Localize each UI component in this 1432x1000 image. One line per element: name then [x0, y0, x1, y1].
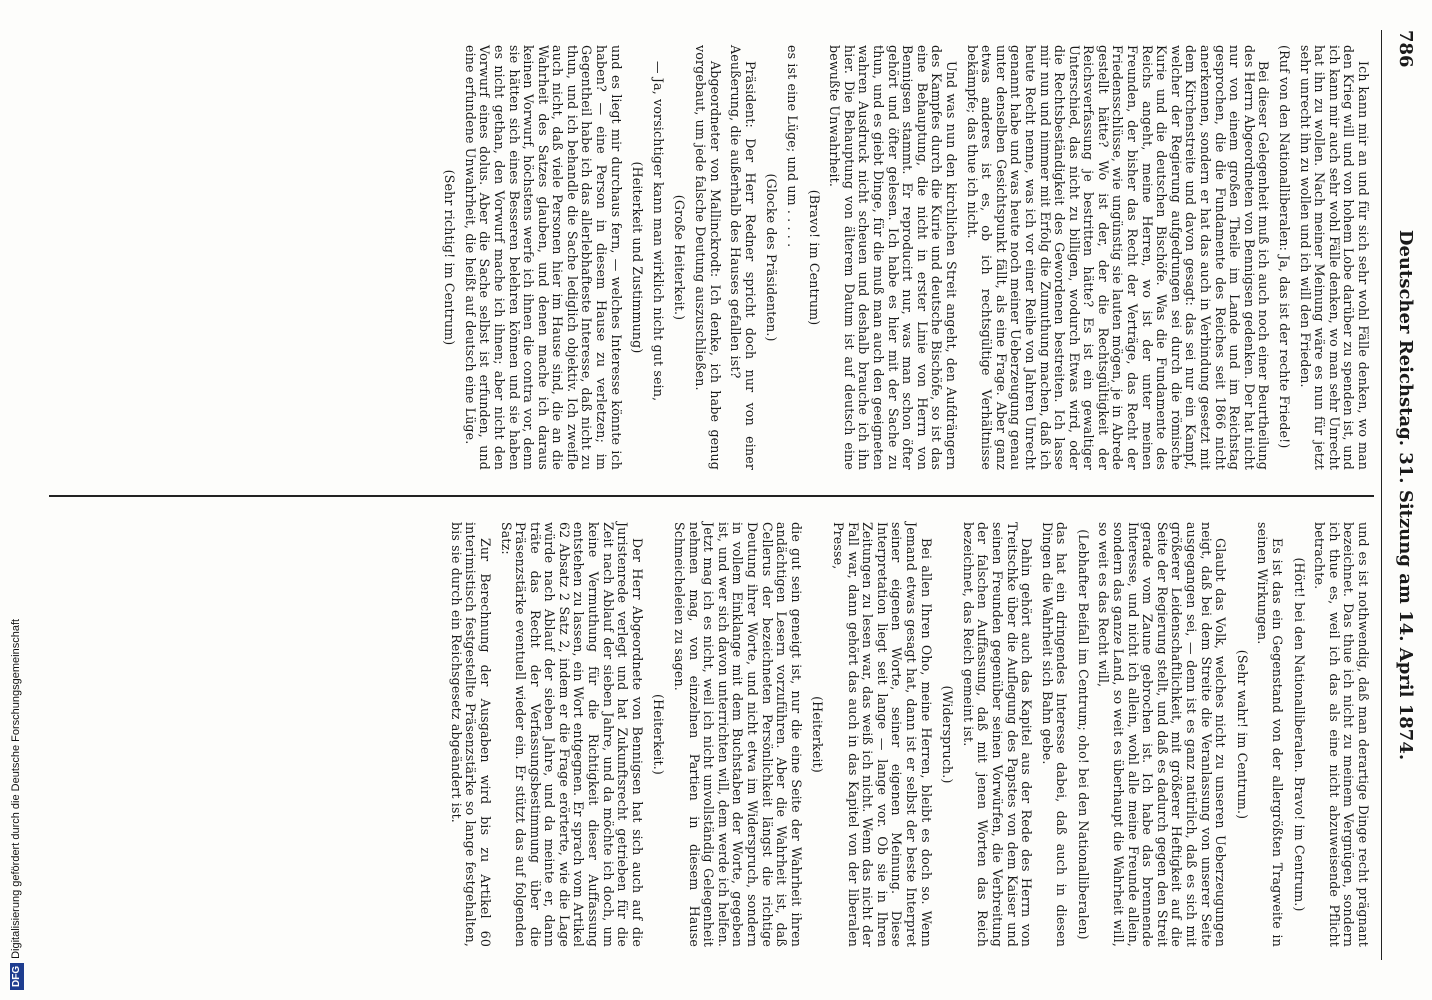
quoted-law-text: Zur Berechnung der Ausgaben wird bis zu Artikel 60 interimistisch festgestellte Präsenzstärke so lange festgehalten, bis sie durch ein Reichsgesetz abgeändert ist.: [448, 522, 493, 947]
paragraph: Es ist das ein Gegenstand von der allergrößten Tragweite in seinen Wirkungen.: [1255, 522, 1286, 947]
paragraph: Und was nun den kirchlichen Streit angeht, den Aufdrängern des Kampfes durch die Kurie und deutsche Bischöfe, so ist das eine Behauptung, die nicht in erster Linie von Herrn von Bennigsen stammt. Er reproducirt nur, was man schon öfter gehört und öfter gelesen. Ich habe es hier mit der Sache zu thun, und es giebt Dinge, für die muß man auch den geeigneten wahren Ausdruck nicht scheuen und deshalb brauche ich ihn hier. Die Behauptung von älterem Datum ist auf deutsch eine bewußte Unwahrheit.: [827, 45, 959, 470]
paragraph: Glaubt das Volk, welches nicht zu unseren Ueberzeugungen neigt, daß bei dem Streite die Veranlassung von unserer Seite ausgegangen sei, — denn ist es ganz natürlich, daß es sich mit größerer Leidenschaftlichkeit, mit größerer Heftigkeit auf die Seite der Regierung stellt, und daß es dadurch gegen den Streit gerade vom Zaune gebrochen ist. Ich habe das brennende Interesse, und nicht ich allein, wohl alle meine Freunde allein, sondern das ganze Land, so weit es überhaupt die Wahrheit will, so weit es das Recht will,: [1096, 522, 1229, 947]
paragraph: Ich kann mir an und für sich sehr wohl Fälle denken, wo man den Krieg will und von hohem Lobe darüber zu spenden ist, und ich kann mir auch sehr wohl Fälle denken, wo man sehr Unrecht hat ihn zu wollen. Nach meiner Meinung wäre es nun für jetzt sehr unrecht ihn zu wollen und ich will den Frieden.: [1297, 45, 1371, 470]
paragraph: Der Herr Abgeordnete von Bennigsen hat sich auch auf die Juristenrede verlegt und hat Zukunftsrecht getrieben für die Zeit nach Ablauf der sieben Jahre, und da möchte ich doch, um keine Vermuthung für die Richtigkeit dieser Auffassung entstehen zu lassen, ein Wort entgegnen. Er sprach vom Artikel 62 Absatz 2 Satz 2, indem er die Frage erörterte, wie die Lage würde nach Ablauf der sieben Jahre, und da meinte er, dann träte das Recht der Verfassungsbestimmung über die Präsenzstärke eventuell wieder ein. Er stützt das auf folgenden Satz:: [498, 522, 645, 947]
header-rule: [1381, 30, 1382, 960]
column-divider: [49, 495, 1374, 497]
interjection: (Heiterkeit): [810, 696, 826, 773]
paragraph: Bei allen Ihren Oho, meine Herren, bleibt es doch so. Wenn Jemand etwas gesagt hat, dann ist er selbst der beste Interpret seiner eigenen Worte, seiner eigenen Meinung. Diese Interpretation liegt seit lange — lange vor. Ob sie in Ihren Zeitungen zu lesen war, das weiß ich nicht. Wenn das nicht der Fall war, dann gehört das auch in das Kapitel von der liberalen Presse,: [831, 522, 934, 947]
interjection: (Lebhafter Beifall im Centrum; oho! bei den Nationalliberalen): [1075, 529, 1091, 940]
page-number: 786: [1395, 30, 1416, 68]
page-header: [1388, 30, 1416, 960]
digitization-credit: [4, 0, 28, 990]
interjection: (Glocke des Präsidenten.): [764, 173, 780, 342]
paragraph: Bei dieser Gelegenheit muß ich auch noch einer Beurtheilung des Herrn Abgeordneten von Bennigsen gedenken. Der hat nicht nur von einem großen Theile im Lande und im Reichstag gesprochen, die die Fundamente des Reiches seit 1866 nicht anerkennen, sondern er hat das auch in Verbindung gesetzt mit dem Kirchenstreite und davon gesagt: das sei nur ein Kampf, welcher der Regierung aufgedrungen sei durch die römische Kurie und die deutschen Bischöfe. Was die Fundamente des Reichs angeht, meine Herren, wo ist der unter meinen Freunden, der bisher das Recht der Verträge, das Recht der Friedensschlüsse, wie ungünstig sie lauten mögen, je in Abrede gestellt hätte? Wo ist der, der die Rechtsgültigkeit der Reichsverfassung je bestritten hätte? Es ist ein gewaltiger Unterschied, das nicht zu billigen, wodurch Etwas wird, oder die Rechtsbeständigkeit des Gewordenen bestreiten. Ich lasse mir nun und nimmer mit Erfolg die Zumuthung machen, daß ich heute Recht nenne, was ich vor einer Reihe von Jahren Unrecht genannt habe und was heute noch meiner Ueberzeugung genau unter denselben Gesichtspunkt fällt, als eine Frage. Aber ganz etwas anderes ist es, ob ich rechtsgültige Verhältnisse bekämpfe; das thue ich nicht.: [964, 45, 1272, 470]
interjection: (Hört! bei den Nationalliberalen. Bravo! im Centrum.): [1291, 557, 1307, 912]
credit-text: Digitalisierung gefördert durch die Deutsche Forschungsgemeinschaft: [10, 618, 22, 959]
paragraph: Präsident: Der Herr Redner spricht doch nur von einer Aeußerung, die außerhalb des Hauses gefallen ist?: [728, 45, 758, 470]
paragraph: und es liegt mir durchaus fern, — welches Interesse könnte ich haben? — eine Person in diesem Hause zu verletzen; im Gegentheil habe ich das allerlebhafteste Interesse, daß nicht zu thun, und ich behandle die Sache lediglich objektiv. Ich zweifle auch nicht, daß viele Personen hier im Hause sind, die an die Wahrheit des Satzes glauben, und denen mache ich daraus keinen Vorwurf, höchstens werfe ich ihnen die contra vor, denn sie hätten sich eines Besseren belehren können und sie haben es nicht gethan, den Vorwurf mache ich ihnen; aber nicht den Vorwurf eines dolus. Aber die Sache selbst ist erfunden, und eine erfundene Unwahrheit, die heißt auf deutsch eine Lüge.: [462, 45, 624, 470]
interjection: (Heiterkeit.): [651, 694, 667, 775]
paragraph: es ist eine Lüge; und um . . . . .: [785, 45, 801, 248]
paragraph: Abgeordneter von Mallinckrodt: Ich denke, ich habe genug vorgebaut, um jede falsche Deutung auszuschließen.: [693, 45, 723, 470]
right-column: [442, 522, 1370, 947]
interjection: (Ruf von den Nationalliberalen: Ja, das ist der rechte Friede!): [1277, 45, 1293, 449]
interjection: (Sehr wahr! im Centrum.): [1234, 649, 1250, 820]
paragraph: das hat ein dringendes Interesse dabei, daß auch in diesen Dingen die Wahrheit sich Bahn gebe.: [1039, 522, 1070, 947]
interjection: (Große Heiterkeit.): [672, 194, 688, 321]
paragraph: die gut sein geneigt ist, nur die eine Seite der Wahrheit ihren andächtigen Lesern vorzuführen. Aber die Wahrheit ist, daß Cellerus der bezeichneten Persönlichkeit längst die richtige Deutung ihrer Worte, und nicht etwa im Widerspruch, sondern in vollem Einklange mit dem Buchstaben der Worte, gegeben ist, und wer sich davon unterrichten will, dem werde ich helfen. Jetzt mag ich es nicht, weil ich nicht unvollständig Gelegenheit nehmen mag, von einzelnen Partien in diesem Hause Schmeicheleien zu sagen.: [672, 522, 804, 947]
paragraph: und es ist nothwendig, daß man derartige Dinge recht prägnant bezeichnet. Das thue ich nicht zu meinem Vergnügen, sondern ich thue es, weil ich das als eine nicht abzuweisende Pflicht betrachte.: [1312, 522, 1371, 947]
interjection: (Heiterkeit und Zustimmung): [630, 161, 646, 354]
interjection: (Bravo! im Centrum): [806, 189, 822, 326]
left-column: [435, 45, 1370, 470]
digitization-credit-strip: [2, 0, 26, 1000]
interjection: (Widerspruch.): [940, 685, 956, 784]
interjection: (Sehr richtig! im Centrum): [442, 169, 458, 346]
dfg-logo-icon: DFG: [10, 963, 24, 990]
page-title: Deutscher Reichstag. 31. Sitzung am 14. April 1874.: [1395, 229, 1416, 761]
paragraph: Dahin gehört auch das Kapitel aus der Rede des Herrn von Treitschke über die Auflegung des Papstes von dem Kaiser und seinen Freunden gegenüber seinen Vorwürfen, die Verbreitung der falschen Auffassung, daß mit jenen Worten das Reich bezeichnet, das Reich gemeint ist.: [960, 522, 1035, 947]
paragraph: — Ja, vorsichtiger kann man wirklich nicht gut sein,: [650, 61, 666, 402]
